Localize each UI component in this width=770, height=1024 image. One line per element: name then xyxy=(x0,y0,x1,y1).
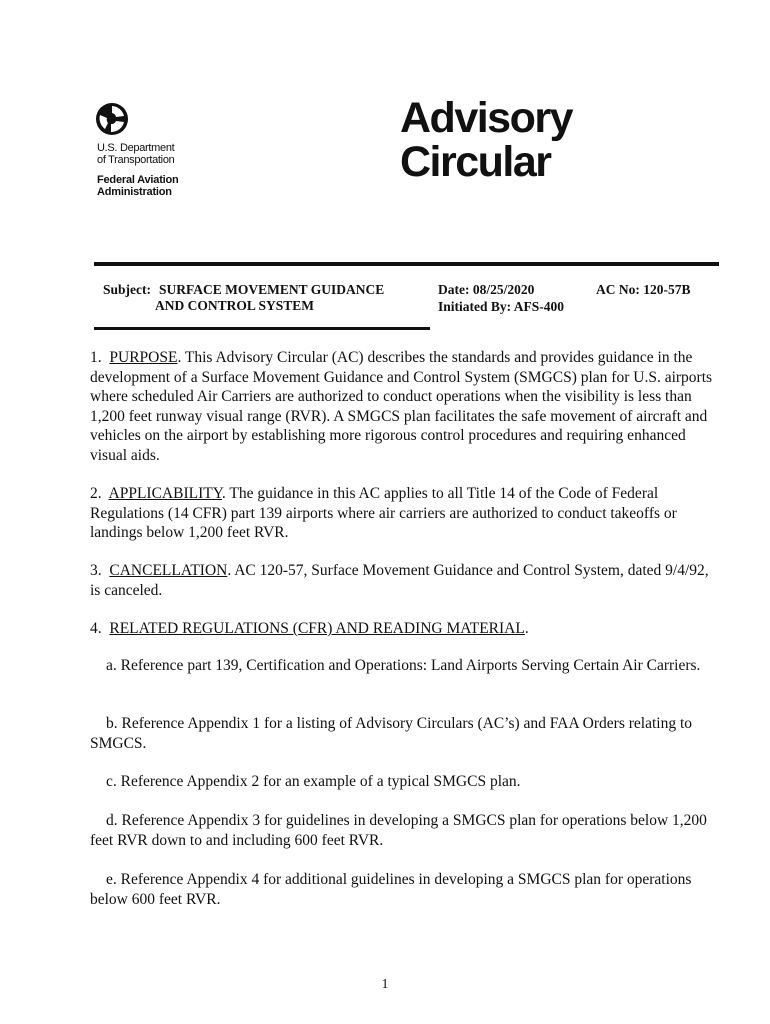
department-name xyxy=(97,142,174,166)
section-text: . This Advisory Circular (AC) describes the standards and provides guidance in the development of a Surface Movement Guidance and Control System (SMGCS) plan for U.S. airports where scheduled Air Carriers are authorized to conduct operations when the visibility is less than 1,200 feet runway visual range (RVR). A SMGCS plan facilitates the safe movement of aircraft and vehicles on the airport by establishing more rigorous control procedures and requiring enhanced visual aids. xyxy=(90,349,713,464)
date-value: 08/25/2020 xyxy=(472,282,535,297)
dot-logo-icon xyxy=(95,102,129,136)
ac-number-field xyxy=(596,282,691,298)
title-line-2: Circular xyxy=(400,138,551,186)
section-text: . The guidance in this AC applies to all Title 14 of the Code of Federal Regulations (14 CFR) part 139 airports where air carriers are authorized to conduct takeoffs or landings below 1,200 feet RVR. xyxy=(90,485,677,541)
section-number: 3. xyxy=(90,562,102,579)
document-title xyxy=(400,96,572,184)
section-purpose xyxy=(90,348,720,465)
agency-line-2: Administration xyxy=(97,186,172,198)
subject-line-1: SURFACE MOVEMENT GUIDANCE xyxy=(159,282,385,297)
dept-line-1: U.S. Department xyxy=(97,142,175,154)
ac-number-label: AC No: xyxy=(596,282,640,297)
section-heading: PURPOSE xyxy=(109,349,178,366)
section-text: . AC 120-57, Surface Movement Guidance and Control System, dated 9/4/92, is canceled. xyxy=(90,562,709,599)
subject-divider xyxy=(94,327,430,330)
section-text: . xyxy=(524,620,529,637)
related-item-c: c. Reference Appendix 2 for an example of a typical SMGCS plan. xyxy=(106,773,521,790)
page-number: 1 xyxy=(381,977,389,992)
subject-label: Subject: xyxy=(103,282,151,297)
related-item-d: d. Reference Appendix 3 for guidelines in developing a SMGCS plan for operations below 1,200 feet RVR down to and including 600 feet RVR. xyxy=(90,812,707,849)
related-item-a: a. Reference part 139, Certification and Operations: Land Airports Serving Certain Air Carriers. xyxy=(106,657,701,674)
related-item-e: e. Reference Appendix 4 for additional guidelines in developing a SMGCS plan for operations below 600 feet RVR. xyxy=(90,871,692,908)
section-related xyxy=(90,619,720,639)
date-field xyxy=(438,282,534,298)
section-heading: CANCELLATION xyxy=(109,562,228,579)
section-heading: APPLICABILITY xyxy=(108,485,222,502)
section-heading: RELATED REGULATIONS (CFR) AND READING MATERIAL xyxy=(109,620,525,637)
subject-line-2: AND CONTROL SYSTEM xyxy=(155,298,315,313)
section-number: 4. xyxy=(90,620,102,637)
ac-number-value: 120-57B xyxy=(643,282,691,297)
section-number: 2. xyxy=(90,485,102,502)
top-divider xyxy=(94,262,719,266)
agency-name xyxy=(97,174,179,198)
section-number: 1. xyxy=(90,349,102,366)
initiated-field xyxy=(438,299,564,315)
related-item-b: b. Reference Appendix 1 for a listing of Advisory Circulars (AC’s) and FAA Orders relating to SMGCS. xyxy=(90,715,693,752)
section-applicability xyxy=(90,484,720,543)
initiated-value: AFS-400 xyxy=(513,299,565,314)
title-line-1: Advisory xyxy=(400,94,573,142)
section-cancellation xyxy=(90,561,720,600)
initiated-label: Initiated By: xyxy=(438,299,512,314)
agency-line-1: Federal Aviation xyxy=(97,174,179,186)
dept-line-2: of Transportation xyxy=(97,154,175,166)
date-label: Date: xyxy=(438,282,470,297)
